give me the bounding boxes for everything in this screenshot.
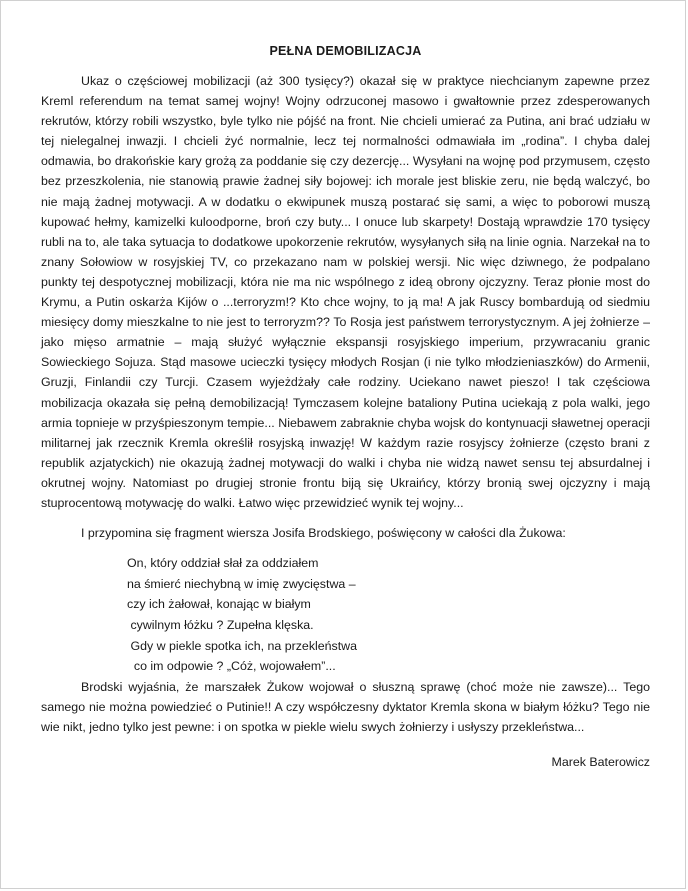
- poem-line: On, który oddział słał za oddziałem: [127, 556, 319, 571]
- document-title: PEŁNA DEMOBILIZACJA: [269, 44, 422, 58]
- body-paragraph-2: I przypomina się fragment wiersza Josifa Brodskiego, poświęcony w całości dla Żukowa:: [81, 526, 566, 541]
- author-signature: Marek Baterowicz: [551, 755, 650, 769]
- body-paragraph-3: Brodski wyjaśnia, że marszałek Żukow wojował o słuszną sprawę (choć może nie zawsze)... Tego samego nie można powiedzieć o Putinie!! A czy współczesny dyktator Kremla skona w białym łóżku? Tego nie wie nikt, jedno tylko jest pewne: i on spotka w piekle wielu swych żołnierzy i usłyszy przekleństwa...: [41, 679, 650, 734]
- poem-fragment: [127, 553, 650, 677]
- poem-line: cywilnym łóżku ? Zupełna klęska.: [127, 617, 314, 632]
- poem-line: czy ich żałował, konając w białym: [127, 597, 311, 612]
- poem-line: na śmierć niechybną w imię zwycięstwa –: [127, 576, 356, 591]
- body-paragraph-1: Ukaz o częściowej mobilizacji (aż 300 tysięcy?) okazał się w praktyce niechcianym zapewne przez Kreml referendum na temat samej wojny! Wojny odrzuconej masowo i gwałtownie przez zdesperowanych rekrutów, którzy robili wszystko, byle tylko nie pójść na front. Nie chcieli umierać za Putina, ani brać udziału w tej nielegalnej inwazji. I chcieli żyć normalnie, lecz tej normalności odmawiała im „rodina”. I chyba dalej odmawia, bo drakońskie kary grożą za poddanie się czy dezercję... Wysyłani na wojnę pod przymusem, często bez przeszkolenia, nie stanowią prawie żadnej siły bojowej: ich morale jest bliskie zeru, nie będą walczyć, bo nie mają żadnej motywacji. A w dodatku o ekwipunek muszą postarać się sami, a więc to poborowi muszą kupować hełmy, kamizelki kuloodporne, broń czy buty... I onuce lub skarpety! Dostają wprawdzie 170 tysięcy rubli na to, ale taka sytuacja to dodatkowe upokorzenie rekrutów, wysyłanych siłą na linie ognia. Narzekał na to znany Sołowiow w rosyjskiej TV, co przekazano nam w polskiej wersji. Nic więc dziwnego, że podpalano punkty tej despotycznej mobilizacji, która nie ma nic wspólnego z ideą obrony ojczyzny. Teraz płonie most do Krymu, a Putin oskarża Kijów o ...terroryzm!? Kto chce wojny, to ją ma! A jak Ruscy bombardują od siedmiu miesięcy domy mieszkalne to nie jest to terroryzm?? To Rosja jest państwem terrorystycznym. A jej żołnierze – jako mięso armatnie – mają służyć wyłącznie ekspansji rosyjskiego imperium, przywracaniu granic Sowieckiego Sojuza. Stąd masowe ucieczki tysięcy młodych Rosjan (i nie tylko młodzieniaszków) do Armenii, Gruzji, Finlandii czy Turcji. Czasem wyjeżdżały całe rodziny. Uciekano nawet pieszo! I tak częściowa mobilizacja okazała się pełną demobilizacją! Tymczasem kolejne bataliony Putina uciekają z pola walki, jego armia topnieje w przyśpieszonym tempie... Niebawem zabraknie chyba wojsk do kontynuacji sławetnej operacji militarnej jak rzecznik Kremla określił rosyjską inwazję! W każdym razie rosyjscy żołnierze (często brani z republik azjatyckich) nie okazują żadnej motywacji do walki i chyba nie widzą nawet sensu tej absurdalnej i okrutnej wojny. Natomiast po drugiej stronie frontu biją się Ukraińcy, którzy bronią swej ojczyzny i mają stuprocentową motywację do walki. Łatwo więc przewidzieć wynik tej wojny...: [41, 74, 650, 510]
- poem-line: Gdy w piekle spotka ich, na przekleństwa: [127, 638, 358, 653]
- poem-line: co im odpowie ? „Cóż, wojowałem”...: [127, 659, 336, 674]
- document-content: [41, 41, 650, 772]
